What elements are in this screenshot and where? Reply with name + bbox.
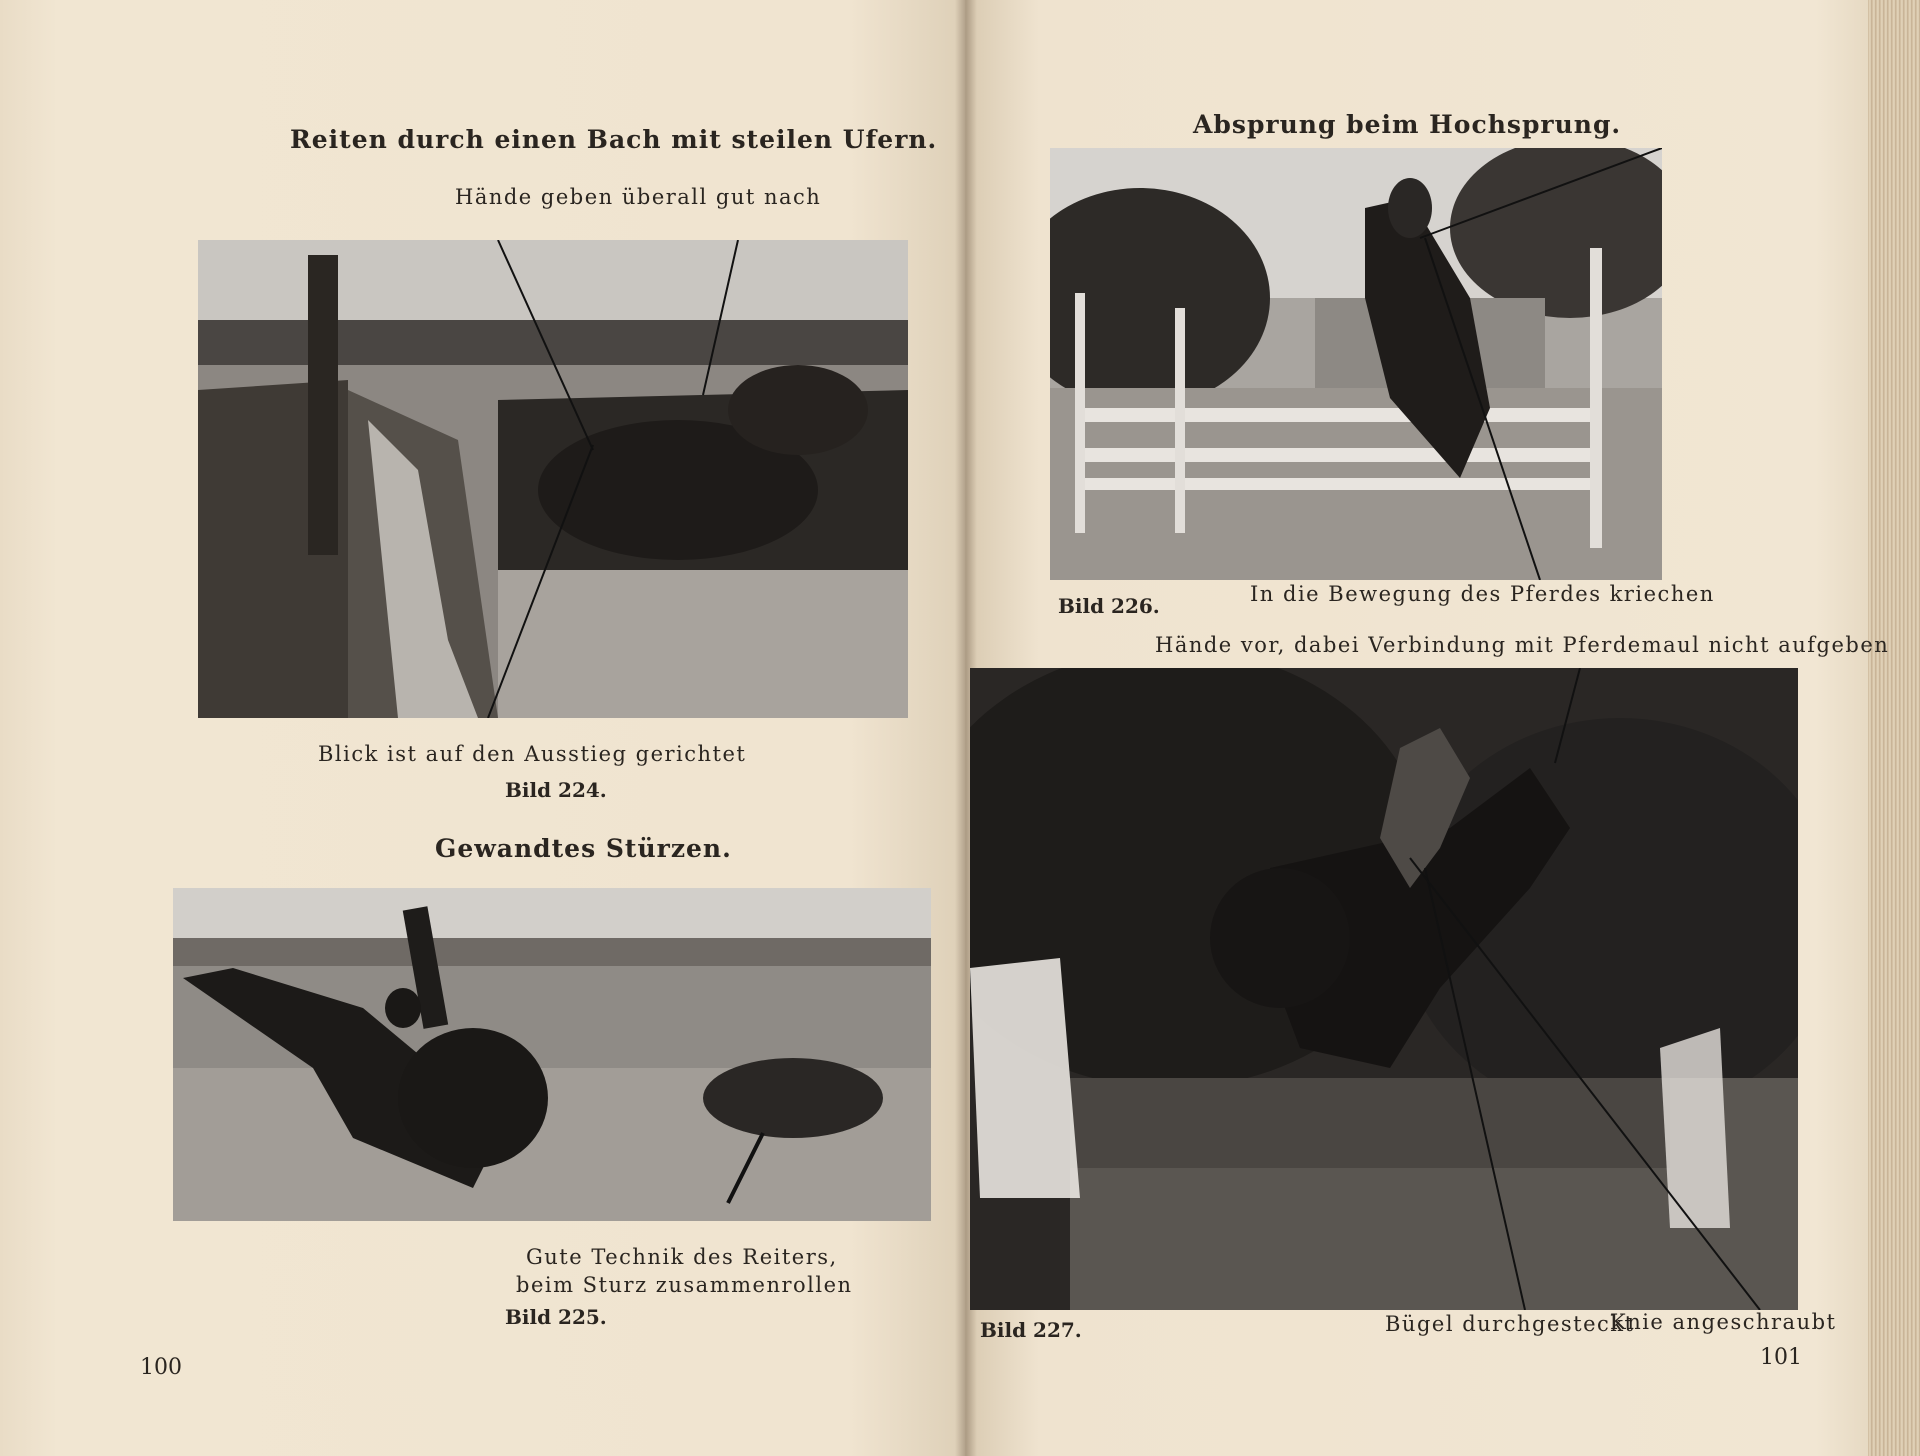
caption-blick-ausstieg: Blick ist auf den Ausstieg gerichtet	[318, 742, 747, 766]
caption-haende-vor: Hände vor, dabei Verbindung mit Pferdemaul nicht aufgeben	[1155, 633, 1890, 657]
photo-bild-227-image	[970, 668, 1798, 1310]
caption-haende-nachgeben: Hände geben überall gut nach	[455, 185, 822, 209]
page-edges	[1868, 0, 1920, 1456]
photo-bild-227	[970, 668, 1798, 1310]
figure-label-225: Bild 225.	[505, 1305, 607, 1329]
photo-bild-224-image	[198, 240, 908, 718]
photo-bild-225	[173, 888, 931, 1221]
caption-buegel: Bügel durchgesteckt	[1385, 1312, 1635, 1336]
figure-label-224: Bild 224.	[505, 778, 607, 802]
photo-bild-226	[1050, 148, 1662, 580]
heading-hochsprung: Absprung beim Hochsprung.	[1193, 110, 1622, 139]
caption-zusammenrollen: beim Sturz zusammenrollen	[516, 1273, 853, 1297]
figure-label-226: Bild 226.	[1058, 594, 1160, 618]
page-number-right: 101	[1760, 1345, 1802, 1370]
heading-stuerzen: Gewandtes Stürzen.	[435, 834, 732, 863]
photo-bild-224	[198, 240, 908, 718]
figure-label-227: Bild 227.	[980, 1318, 1082, 1342]
caption-knie: Knie angeschraubt	[1610, 1310, 1837, 1334]
photo-bild-226-image	[1050, 148, 1662, 580]
heading-bach: Reiten durch einen Bach mit steilen Ufern.	[290, 125, 938, 154]
page-number-left: 100	[140, 1355, 182, 1380]
photo-bild-225-image	[173, 888, 931, 1221]
caption-bewegung-pferd: In die Bewegung des Pferdes kriechen	[1250, 582, 1715, 606]
caption-gute-technik: Gute Technik des Reiters,	[526, 1245, 838, 1269]
